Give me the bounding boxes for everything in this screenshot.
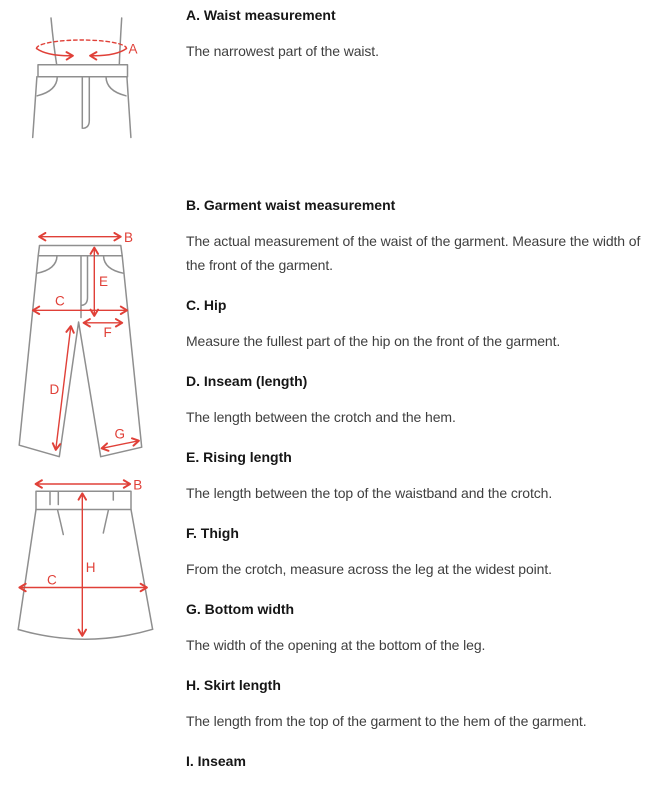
section-i-inseam	[186, 749, 662, 773]
dart-right	[103, 511, 108, 534]
section-h-skirt-length	[186, 673, 662, 733]
section-d-inseam-length	[186, 369, 662, 429]
section-heading: E. Rising length	[186, 449, 292, 465]
label-d: D	[49, 382, 60, 397]
left-seam	[18, 510, 36, 630]
dart-left	[58, 511, 64, 535]
section-e-rising-length	[186, 445, 662, 505]
section-heading: A. Waist measurement	[186, 7, 336, 23]
trousers-measurement-diagram	[5, 225, 160, 465]
arrow-g-bottom-width	[102, 441, 139, 449]
trousers-outline	[19, 246, 142, 457]
section-f-thigh	[186, 521, 662, 581]
label-f: F	[103, 325, 112, 340]
waist-girth-arrows	[37, 40, 138, 57]
section-b-garment-waist	[186, 193, 662, 277]
torso-right-line	[119, 18, 121, 65]
section-body: The length from the top of the garment to the hem of the garment.	[186, 713, 587, 729]
section-body: The length between the top of the waistband and the crotch.	[186, 485, 553, 501]
section-body: The length between the crotch and the hem.	[186, 409, 456, 425]
fly-right-line	[82, 256, 88, 305]
label-c: C	[55, 293, 65, 309]
waist-arrow-right	[91, 49, 127, 56]
section-a-waist-measurement	[186, 3, 662, 63]
section-heading: F. Thigh	[186, 525, 239, 541]
label-b: B	[133, 477, 143, 493]
waist-ellipse-dashed-arc	[37, 40, 127, 49]
section-block-b-to-i	[186, 193, 662, 785]
hem-curve	[18, 629, 152, 639]
section-body: The actual measurement of the waist of the garment. Measure the width of the front of the garment.	[186, 233, 641, 273]
label-e: E	[99, 274, 109, 289]
section-heading: I. Inseam	[186, 753, 246, 769]
skirt-measurement-diagram	[5, 475, 165, 650]
section-c-hip	[186, 293, 662, 353]
section-block-a	[186, 3, 662, 79]
section-heading: G. Bottom width	[186, 601, 295, 617]
left-pocket-curve	[37, 77, 57, 96]
left-pocket-curve	[37, 256, 57, 273]
torso-outline	[33, 18, 131, 138]
section-body: The narrowest part of the waist.	[186, 43, 379, 59]
label-h: H	[85, 560, 96, 575]
waistband	[38, 65, 128, 77]
section-g-bottom-width	[186, 597, 662, 657]
right-pocket-curve	[106, 77, 126, 96]
right-seam	[131, 510, 153, 630]
waistband	[38, 246, 122, 256]
waist-measurement-diagram	[20, 0, 155, 150]
left-seam	[33, 77, 37, 138]
section-heading: C. Hip	[186, 297, 227, 313]
section-heading: H. Skirt length	[186, 677, 281, 693]
right-pocket-curve	[104, 256, 124, 273]
right-seam	[127, 77, 131, 138]
section-heading: B. Garment waist measurement	[186, 197, 396, 213]
fly-right-line	[84, 77, 90, 129]
section-heading: D. Inseam (length)	[186, 373, 308, 389]
section-body: Measure the fullest part of the hip on the front of the garment.	[186, 333, 561, 349]
skirt-measure-arrows	[20, 478, 147, 636]
label-c: C	[47, 572, 57, 588]
label-g: G	[114, 426, 126, 442]
label-a: A	[128, 41, 138, 57]
section-body: From the crotch, measure across the leg at the widest point.	[186, 561, 552, 577]
section-body: The width of the opening at the bottom of the leg.	[186, 637, 486, 653]
label-b: B	[124, 230, 134, 245]
